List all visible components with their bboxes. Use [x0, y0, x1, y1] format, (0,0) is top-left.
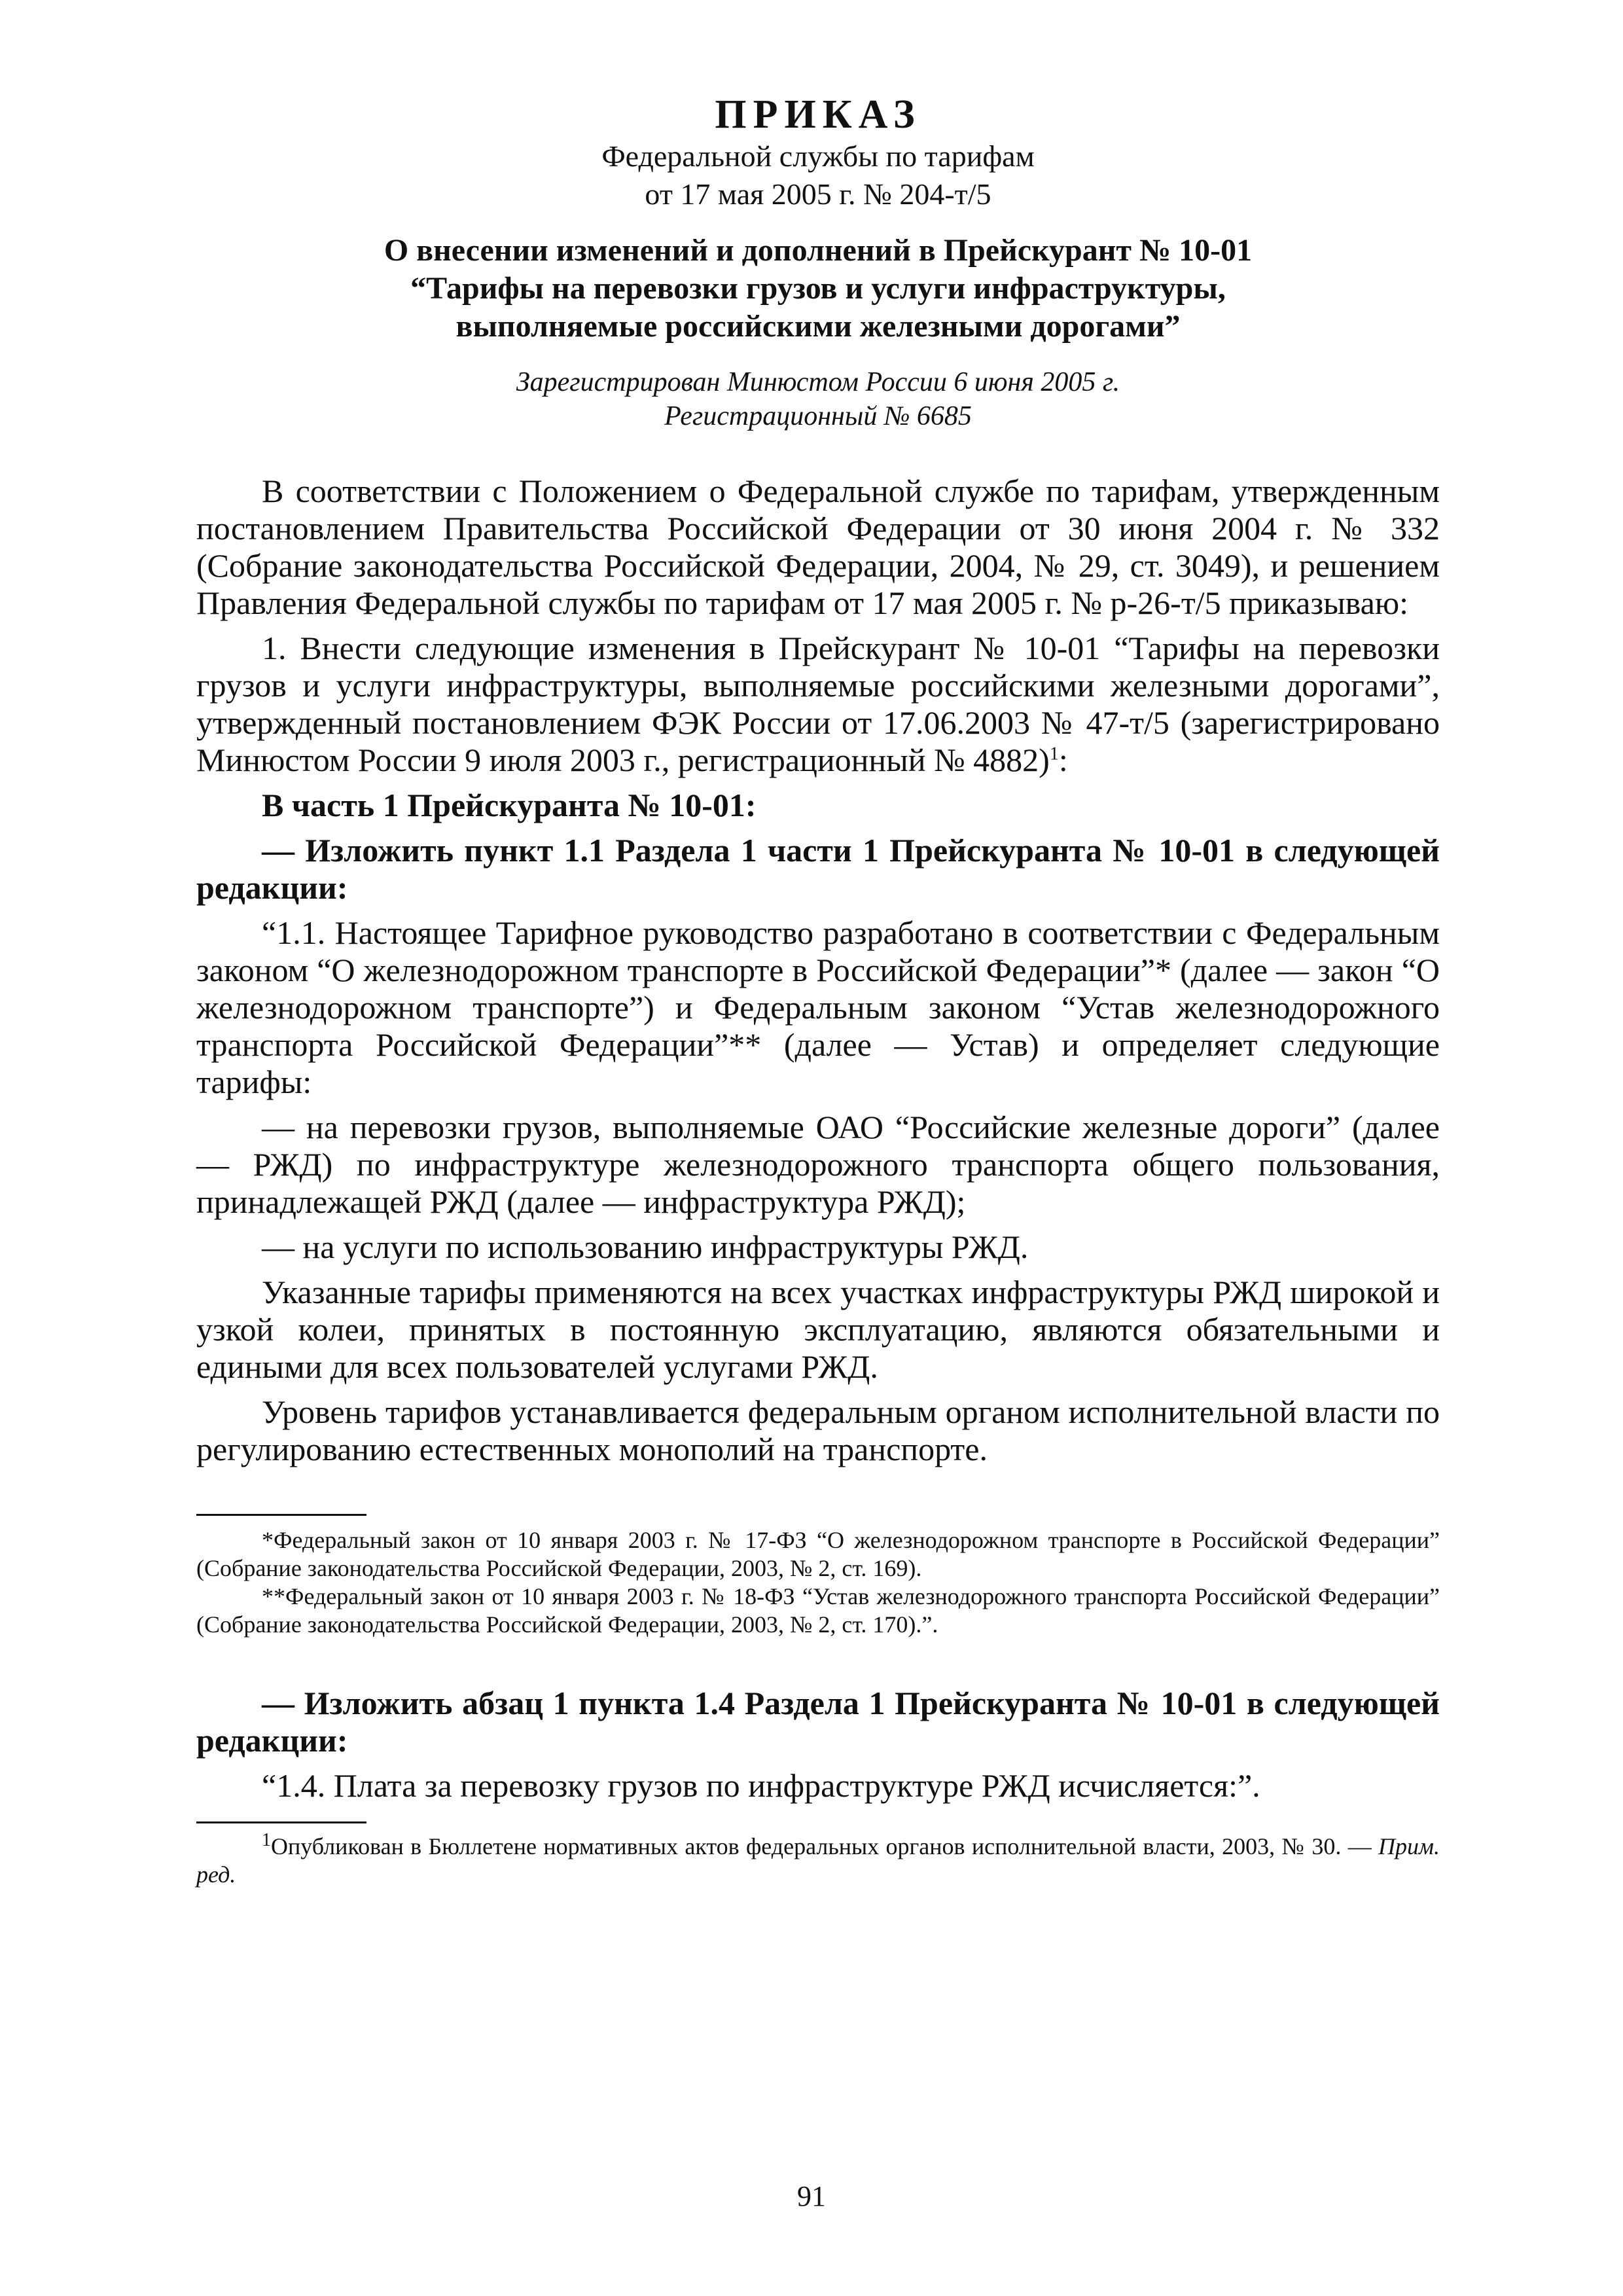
issuing-agency: Федеральной службы по тарифам [601, 139, 1035, 173]
footnote [196, 1830, 1440, 1889]
page-title: ПРИКАЗ [715, 92, 921, 137]
document-page [196, 92, 1440, 1889]
paragraph: — на перевозки грузов, выполняемые ОАО “Российские железные дороги” (далее — РЖД) по инфраструктуре железнодорожного транспорта общего пользования, принадлежащей РЖД (далее — инфраструктура РЖД); [196, 1109, 1440, 1220]
order-heading-line: “Тарифы на перевозки грузов и услуги инфраструктуры, [410, 271, 1226, 306]
paragraph: — Изложить пункт 1.1 Раздела 1 части 1 Прейскуранта № 10-01 в следующей редакции: [196, 832, 1440, 906]
editor-note: Прим. ред. [196, 1833, 1440, 1888]
paragraph: “1.1. Настоящее Тарифное руководство разработано в соответствии с Федеральным законом “О железнодорожном транспорте в Российской Федерации”* (далее — закон “О железнодорожном транспорте”) и Федеральным законом “Устав железнодорожного транспорта Российской Федерации”** (далее — Устав) и определяет следующие тарифы: [196, 914, 1440, 1100]
footnote-divider [196, 1821, 366, 1823]
registration-line: Зарегистрирован Минюстом России 6 июня 2005 г. [516, 367, 1120, 397]
paragraph: В соответствии с Положением о Федеральной службе по тарифам, утвержденным постановлением Правительства Российской Федерации от 30 июня 2004 г. № 332 (Собрание законодательства Российской Федерации, 2004, № 29, ст. 3049), и решением Правления Федеральной службы по тарифам от 17 мая 2005 г. № р-26-т/5 приказываю: [196, 473, 1440, 621]
paragraph-end: : [1058, 742, 1068, 778]
registration-note [196, 365, 1440, 433]
paragraph: Указанные тарифы применяются на всех участках инфраструктуры РЖД широкой и узкой колеи, принятых в постоянную эксплуатацию, являются обязательными и едиными для всех пользователей услугами РЖД. [196, 1274, 1440, 1385]
paragraph-text: 1. Внести следующие изменения в Прейскурант № 10-01 “Тарифы на перевозки грузов и услуги инфраструктуры, выполняемые российскими железными дорогами”, утвержденный постановлением ФЭК России от 17.06.2003 № 47-т/5 (зарегистрировано Минюстом России 9 июля 2003 г., регистрационный № 4882) [196, 630, 1440, 778]
footnote-ref: 1 [1049, 744, 1059, 764]
order-heading-line: выполняемые российскими железными дорогами” [455, 309, 1181, 344]
paragraph: — на услуги по использованию инфраструктуры РЖД. [262, 1229, 1029, 1265]
registration-number: Регистрационный № 6685 [664, 401, 972, 431]
footnote: **Федеральный закон от 10 января 2003 г. № 18-ФЗ “Устав железнодорожного транспорта Российской Федерации” (Собрание законодательства Российской Федерации, 2003, № 2, ст. 170).”. [196, 1583, 1440, 1638]
order-date-number: от 17 мая 2005 г. № 204-т/5 [645, 177, 991, 211]
order-body [196, 473, 1440, 1468]
document-header [196, 92, 1440, 213]
paragraph: — Изложить абзац 1 пункта 1.4 Раздела 1 Прейскуранта № 10-01 в следующей редакции: [196, 1685, 1440, 1759]
page-number: 91 [797, 2180, 826, 2212]
footnote: *Федеральный закон от 10 января 2003 г. № 17-ФЗ “О железнодорожном транспорте в Российской Федерации” (Собрание законодательства Российской Федерации, 2003, № 2, ст. 169). [196, 1527, 1440, 1581]
footnote-divider [196, 1514, 366, 1516]
footnote-mark: 1 [262, 1830, 271, 1850]
order-heading-line: О внесении изменений и дополнений в Прейскурант № 10-01 [383, 233, 1253, 268]
paragraph: Уровень тарифов устанавливается федеральным органом исполнительной власти по регулированию естественных монополий на транспорте. [196, 1393, 1440, 1467]
inner-footnotes [196, 1526, 1440, 1639]
paragraph [196, 630, 1440, 779]
order-heading [196, 232, 1440, 346]
paragraph: “1.4. Плата за перевозку грузов по инфраструктуре РЖД исчисляется:”. [262, 1767, 1260, 1804]
order-body-continued [196, 1685, 1440, 1804]
footnote-text: Опубликован в Бюллетене нормативных актов федеральных органов исполнительной власти, 2003, № 30. — [271, 1833, 1379, 1859]
page-footnotes [196, 1830, 1440, 1889]
paragraph: В часть 1 Прейскуранта № 10-01: [262, 787, 757, 823]
